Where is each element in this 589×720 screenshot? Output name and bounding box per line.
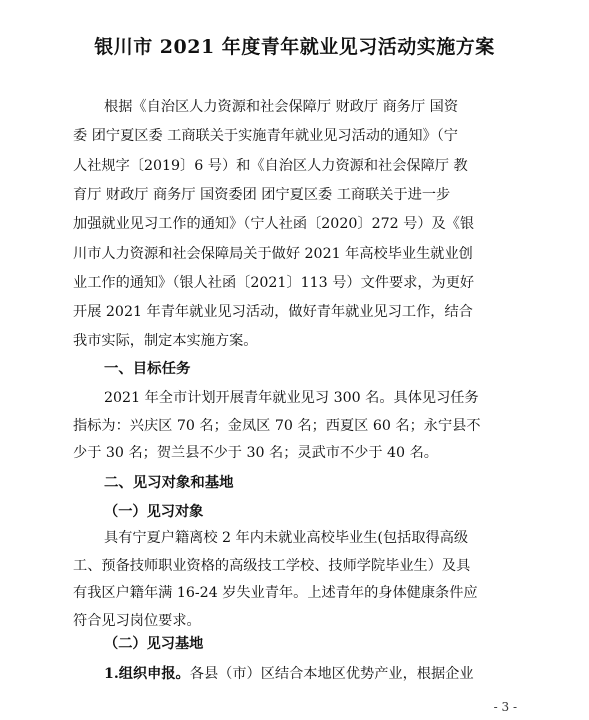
objects-line-1: 具有宁夏户籍离校 2 年内未就业高校毕业生(包括取得高级 [104, 530, 469, 546]
targets-line-1: 2021 年全市计划开展青年就业见习 300 名。具体见习任务 [104, 390, 479, 406]
intro-line-3: 人社规字〔2019〕6 号）和《自治区人力资源和社会保障厅 教 [73, 158, 468, 174]
subheading-objects: （一）见习对象 [104, 504, 204, 520]
section-heading-targets: 一、目标任务 [104, 361, 191, 377]
intro-line-2: 委 团宁夏区委 工商联关于实施青年就业见习活动的通知》（宁 [73, 128, 458, 144]
objects-line-2: 工、预备技师职业资格的高级技工学校、技师学院毕业生）及具 [73, 558, 471, 574]
section-heading-objects: 二、见习对象和基地 [104, 475, 234, 491]
targets-line-3: 少于 30 名；贺兰县不少于 30 名；灵武市不少于 40 名。 [73, 445, 438, 461]
intro-line-9: 我市实际，制定本实施方案。 [73, 333, 258, 349]
intro-line-6: 川市人力资源和社会保障局关于做好 2021 年高校毕业生就业创 [73, 246, 473, 262]
document-title: 银川市 2021 年度青年就业见习活动实施方案 [94, 36, 495, 58]
bases-line-1 [104, 664, 474, 684]
intro-line-5: 加强就业见习工作的通知》（宁人社函〔2020〕272 号）及《银 [73, 216, 475, 232]
targets-line-2: 指标为：兴庆区 70 名；金凤区 70 名；西夏区 60 名；永宁县不 [73, 418, 481, 434]
objects-line-3: 有我区户籍年满 16-24 岁失业青年。上述青年的身体健康条件应 [73, 585, 478, 601]
bases-item-label: 1.组织申报。 [104, 666, 190, 682]
intro-line-4: 育厅 财政厅 商务厅 国资委团 团宁夏区委 工商联关于进一步 [73, 187, 451, 203]
bases-item-text: 各县（市）区结合本地区优势产业，根据企业 [189, 666, 474, 682]
intro-line-1: 根据《自治区人力资源和社会保障厅 财政厅 商务厅 国资 [104, 99, 459, 115]
intro-line-8: 开展 2021 年青年就业见习活动，做好青年就业见习工作，结合 [73, 304, 473, 320]
intro-line-7: 业工作的通知》（银人社函〔2021〕113 号）文件要求，为更好 [73, 275, 475, 291]
objects-line-4: 符合见习岗位要求。 [73, 613, 201, 629]
page-number: - 3 - [493, 700, 517, 714]
subheading-bases: （二）见习基地 [104, 636, 204, 652]
